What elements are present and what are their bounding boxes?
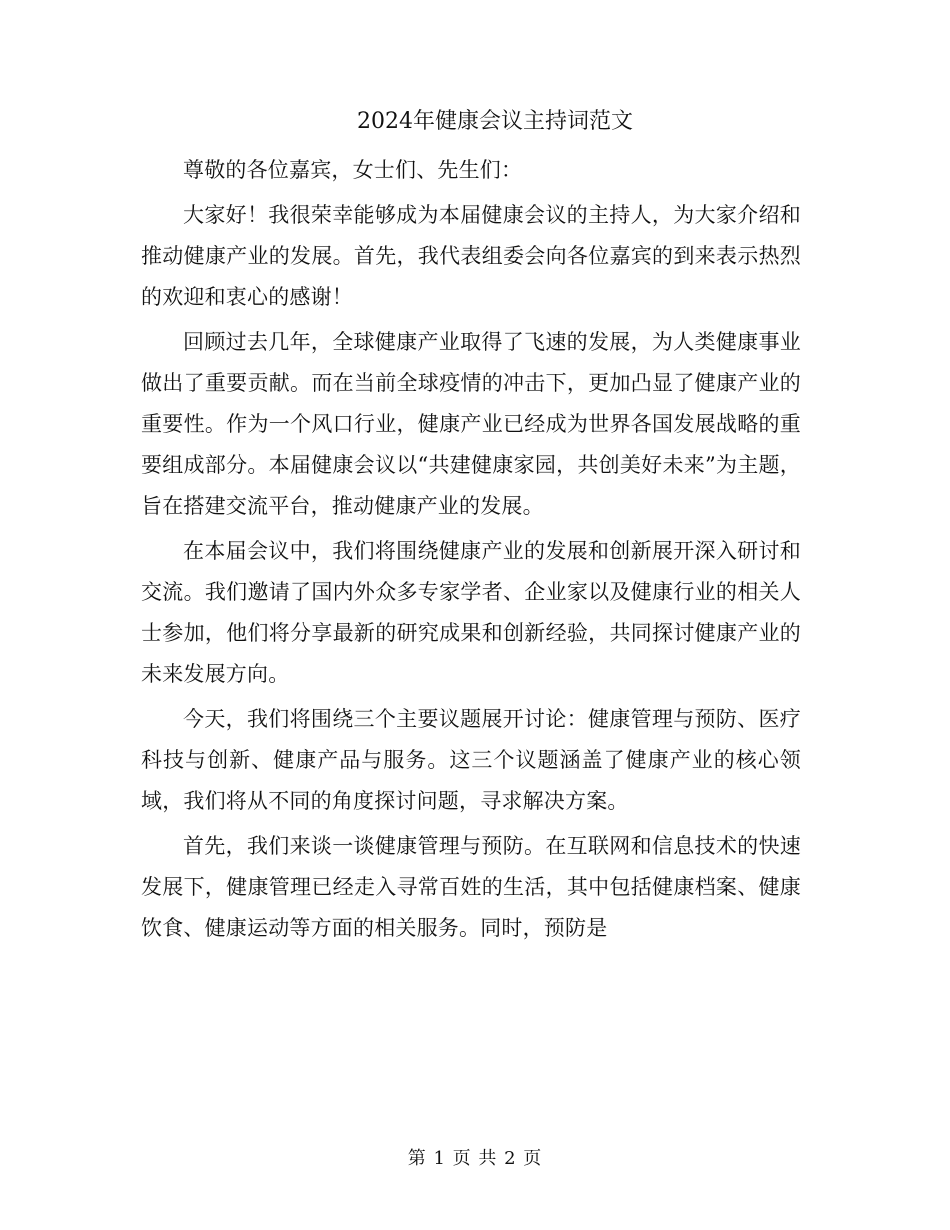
paragraph-agenda: 在本届会议中，我们将围绕健康产业的发展和创新展开深入研讨和交流。我们邀请了国内外众多专家学者、企业家以及健康行业的相关人士参加，他们将分享最新的研究成果和创新经验，共同探讨健康产业的未来发展方向。 [141, 539, 801, 686]
document-body [141, 150, 801, 953]
paragraph-review: 回顾过去几年，全球健康产业取得了飞速的发展，为人类健康事业做出了重要贡献。而在当前全球疫情的冲击下，更加凸显了健康产业的重要性。作为一个风口行业，健康产业已经成为世界各国发展战略的重要组成部分。本届健康会议以“共建健康家园，共创美好未来”为主题，旨在搭建交流平台，推动健康产业的发展。 [141, 330, 801, 518]
paragraph-welcome: 大家好！我很荣幸能够成为本届健康会议的主持人，为大家介绍和推动健康产业的发展。首先，我代表组委会向各位嘉宾的到来表示热烈的欢迎和衷心的感谢！ [141, 203, 801, 309]
document-title: 2024年健康会议主持词范文 [357, 109, 633, 134]
paragraph-health-management: 首先，我们来谈一谈健康管理与预防。在互联网和信息技术的快速发展下，健康管理已经走入寻常百姓的生活，其中包括健康档案、健康饮食、健康运动等方面的相关服务。同时，预防是 [141, 834, 801, 940]
page-footer: 第 1 页 共 2 页 [407, 1148, 543, 1169]
paragraph-greeting: 尊敬的各位嘉宾，女士们、先生们： [183, 158, 523, 182]
paragraph-topics: 今天，我们将围绕三个主要议题展开讨论：健康管理与预防、医疗科技与创新、健康产品与服务。这三个议题涵盖了健康产业的核心领域，我们将从不同的角度探讨问题，寻求解决方案。 [141, 707, 801, 813]
